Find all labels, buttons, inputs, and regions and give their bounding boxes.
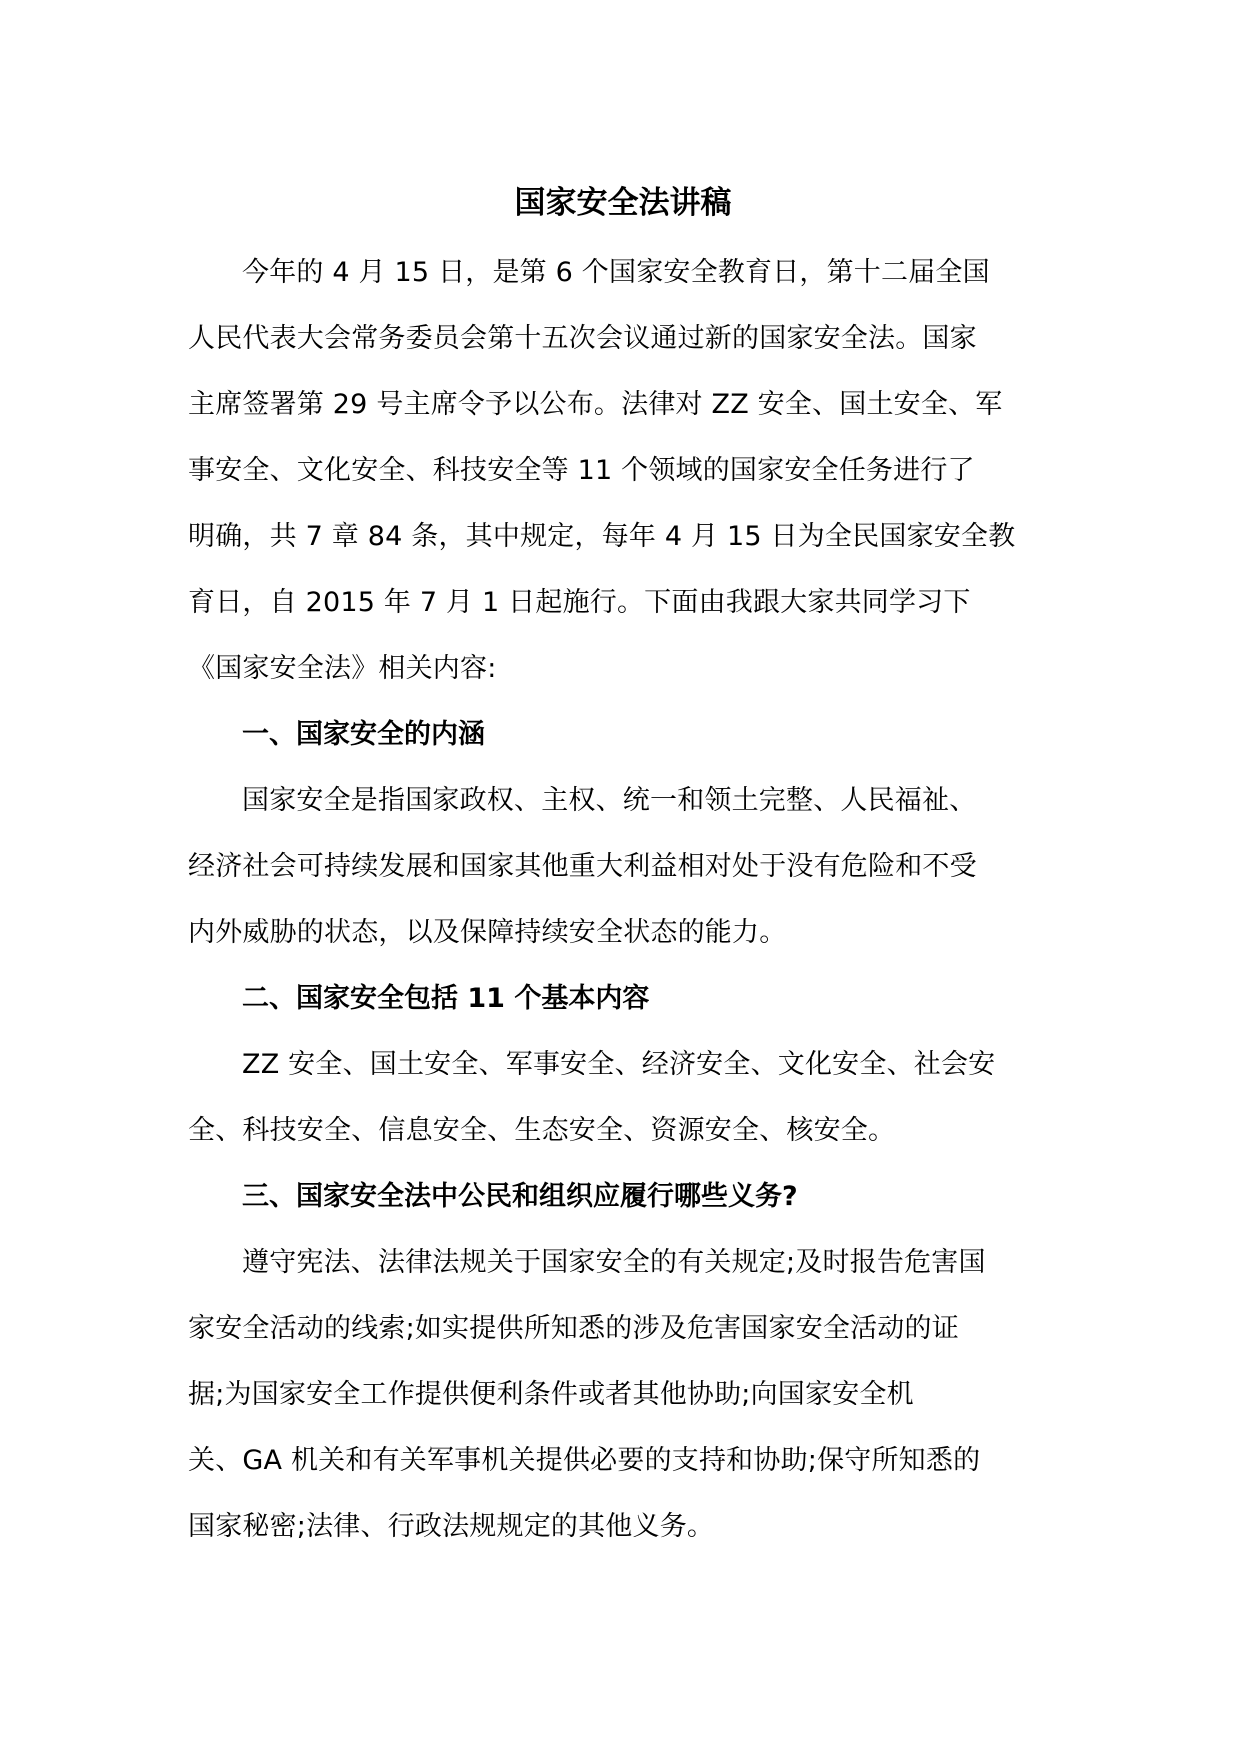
document-page	[188, 176, 1058, 1560]
intro-line: 今年的 4 月 15 日，是第 6 个国家安全教育日，第十二届全国	[242, 257, 990, 288]
section-3-line: 国家秘密;法律、行政法规规定的其他义务。	[188, 1511, 715, 1542]
section-1-line: 内外威胁的状态，以及保障持续安全状态的能力。	[188, 917, 787, 948]
intro-line: 育日，自 2015 年 7 月 1 日起施行。下面由我跟大家共同学习下	[188, 587, 971, 618]
section-heading-2: 二、国家安全包括 11 个基本内容	[242, 983, 650, 1014]
section-3-line: 据;为国家安全工作提供便利条件或者其他协助;向国家安全机	[188, 1379, 914, 1410]
intro-line: 主席签署第 29 号主席令予以公布。法律对 ZZ 安全、国土安全、军	[188, 389, 1003, 420]
section-heading-3: 三、国家安全法中公民和组织应履行哪些义务?	[242, 1181, 798, 1212]
intro-line: 《国家安全法》相关内容:	[188, 653, 497, 684]
intro-line: 事安全、文化安全、科技安全等 11 个领域的国家安全任务进行了	[188, 455, 975, 486]
section-3-line: 关、GA 机关和有关军事机关提供必要的支持和协助;保守所知悉的	[188, 1445, 981, 1476]
intro-line: 人民代表大会常务委员会第十五次会议通过新的国家安全法。国家	[188, 323, 977, 354]
section-paragraph-3	[188, 1230, 1058, 1560]
section-paragraph-1	[188, 768, 1058, 966]
section-1-line: 国家安全是指国家政权、主权、统一和领土完整、人民福祉、	[242, 785, 977, 816]
section-2-line: 全、科技安全、信息安全、生态安全、资源安全、核安全。	[188, 1115, 896, 1146]
intro-line: 明确，共 7 章 84 条，其中规定，每年 4 月 15 日为全民国家安全教	[188, 521, 1016, 552]
section-3-line: 遵守宪法、法律法规关于国家安全的有关规定;及时报告危害国	[242, 1247, 986, 1278]
section-3-line: 家安全活动的线索;如实提供所知悉的涉及危害国家安全活动的证	[188, 1313, 959, 1344]
document-title: 国家安全法讲稿	[514, 185, 732, 221]
section-paragraph-2	[188, 1032, 1058, 1164]
section-heading-1: 一、国家安全的内涵	[242, 719, 485, 750]
section-2-line: ZZ 安全、国土安全、军事安全、经济安全、文化安全、社会安	[242, 1049, 996, 1080]
section-1-line: 经济社会可持续发展和国家其他重大利益相对处于没有危险和不受	[188, 851, 977, 882]
intro-paragraph	[188, 240, 1058, 702]
